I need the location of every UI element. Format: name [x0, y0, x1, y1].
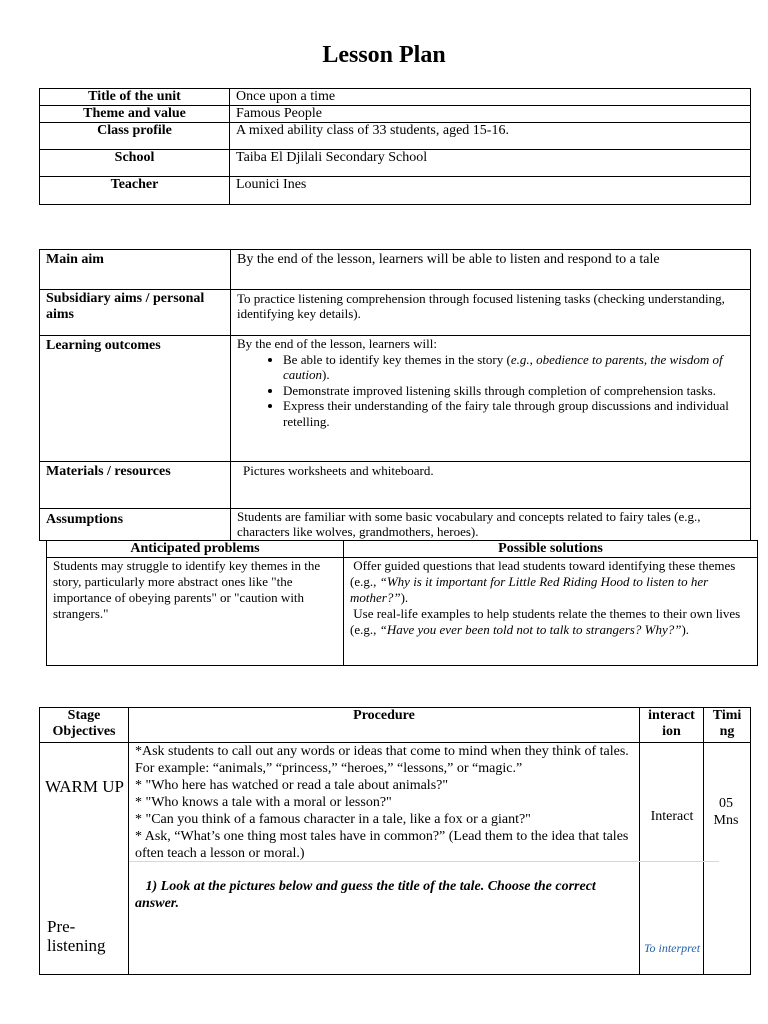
outcome-item: • Demonstrate improved listening skills through completion of comprehension tasks. — [283, 383, 744, 399]
solutions-header: Possible solutions — [344, 541, 758, 558]
outcomes-intro: By the end of the lesson, learners will: — [237, 336, 438, 351]
warmup-interaction: Interact — [650, 809, 694, 824]
learning-outcomes-cell — [231, 336, 751, 462]
warmup-line: *Ask students to call out any words or ideas that come to mind when they think of tales. For example: “animals,” “princess,” “heroes,” “lessons,” or “magic.” — [135, 744, 629, 776]
prelistening-task: 1) Look at the pictures below and guess the title of the tale. Choose the correct answer. — [135, 879, 596, 911]
info-label-teacher: Teacher — [40, 177, 230, 205]
solutions-cell — [344, 558, 758, 666]
outcome-item: • Express their understanding of the fairy tale through group discussions and individual retelling. — [283, 398, 744, 429]
subsidiary-aims-label: Subsidiary aims / personal aims — [40, 290, 231, 336]
page-title: Lesson Plan — [322, 42, 446, 68]
info-value-school: Taiba El Djilali Secondary School — [230, 150, 751, 177]
assumptions-label: Assumptions — [40, 509, 231, 541]
procedure-cell — [129, 743, 640, 975]
main-aim-label: Main aim — [40, 250, 231, 290]
info-label-unit: Title of the unit — [40, 89, 230, 106]
info-value-class: A mixed ability class of 33 students, aged 15-16. — [230, 123, 751, 150]
timing-cell — [704, 743, 751, 975]
warmup-line: * "Who here has watched or read a tale about animals?" — [135, 778, 449, 793]
solution-item: Use real-life examples to help students relate the themes to their own lives (e.g., “Have you ever been told not to talk to strangers? Why?”). — [350, 606, 741, 637]
outcomes-list — [237, 352, 744, 430]
stage-cell — [40, 743, 129, 975]
col-interaction-header: interact ion — [640, 708, 704, 743]
divider — [129, 861, 719, 862]
info-value-teacher: Lounici Ines — [230, 177, 751, 205]
main-aim-value: By the end of the lesson, learners will be able to listen and respond to a tale — [231, 250, 751, 290]
info-table — [39, 88, 751, 205]
warmup-line: * Ask, “What’s one thing most tales have in common?” (Lead them to the idea that tales often teach a lesson or moral.) — [135, 829, 629, 861]
materials-value: Pictures worksheets and whiteboard. — [231, 462, 751, 509]
warmup-timing: 05 Mns — [713, 796, 739, 828]
problems-table — [46, 540, 758, 666]
info-label-class: Class profile — [40, 123, 230, 150]
warmup-stage: WARM UP — [45, 777, 124, 796]
info-label-school: School — [40, 150, 230, 177]
warmup-line: * "Who knows a tale with a moral or lesson?" — [135, 795, 392, 810]
prelistening-interaction: To interpret — [643, 941, 701, 955]
problem-text: Students may struggle to identify key themes in the story, particularly more abstract ones like "the importance of obeying parents" or "caution with strangers." — [47, 558, 344, 666]
warmup-line: * "Can you think of a famous character in a tale, like a fox or a giant?" — [135, 812, 531, 827]
col-stage-header: Stage Objectives — [40, 708, 129, 743]
info-label-theme: Theme and value — [40, 106, 230, 123]
procedure-table — [39, 707, 751, 975]
interaction-cell — [640, 743, 704, 975]
learning-outcomes-label: Learning outcomes — [40, 336, 231, 462]
problems-header: Anticipated problems — [47, 541, 344, 558]
solution-item: Offer guided questions that lead students toward identifying these themes (e.g., “Why is it important for Little Red Riding Hood to listen to her mother?”). — [350, 558, 736, 605]
col-procedure-header: Procedure — [129, 708, 640, 743]
info-value-theme: Famous People — [230, 106, 751, 123]
outcome-item: • Be able to identify key themes in the story (e.g., obedience to parents, the wisdom of caution). — [283, 352, 744, 383]
subsidiary-aims-value: To practice listening comprehension through focused listening tasks (checking understanding, identifying key details). — [231, 290, 751, 336]
info-value-unit: Once upon a time — [230, 89, 751, 106]
prelistening-stage: Pre-listening — [47, 917, 106, 955]
col-timing-header: Timi ng — [704, 708, 751, 743]
assumptions-value: Students are familiar with some basic vocabulary and concepts related to fairy tales (e.g., characters like wolves, grandmothers, heroes). — [231, 509, 751, 541]
materials-label: Materials / resources — [40, 462, 231, 509]
aims-table — [39, 249, 751, 541]
